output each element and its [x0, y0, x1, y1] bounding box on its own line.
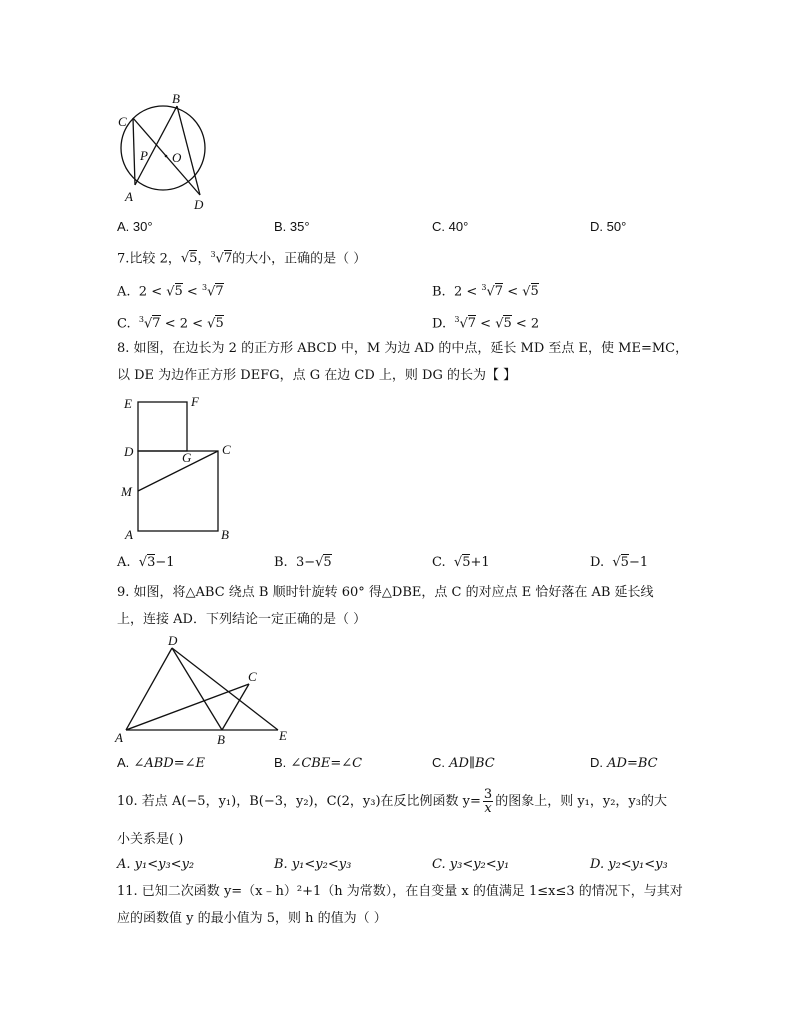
q10-fraction: $\frac{3}{x}$ — [483, 787, 493, 816]
q6-label-d: D — [194, 197, 204, 212]
q8-label-a: A — [125, 527, 133, 542]
q9-stem-line2: 上，连接 AD．下列结论一定正确的是（ ） — [117, 612, 367, 627]
q8-stem-line1: 8. 如图，在边长为 2 的正方形 ABCD 中，M 为边 AD 的中点，延长 MD 至点 E，使 ME=MC， — [117, 341, 689, 356]
q10-stem-line2: 小关系是( ) — [117, 832, 184, 847]
q9-segment-ac — [126, 684, 249, 730]
q7-cbrt7: $^3$√7 — [210, 250, 233, 267]
q8-square-figure — [115, 392, 245, 544]
q9-label-a: A — [115, 730, 123, 745]
q7-sqrt5: √5 — [180, 251, 198, 267]
q9-label-d: D — [168, 633, 178, 648]
q8-option-b: B. 3−√5 — [274, 555, 332, 570]
q9-label-c: C — [248, 669, 257, 684]
q7-option-c: C. $^3$√7 < 2 < √5 — [117, 315, 224, 332]
q7-stem: 7.比较 2，√5，$^3$√7的大小，正确的是（ ） — [117, 246, 366, 268]
q6-chord-ab — [135, 106, 177, 185]
q10-stem-line1: 10. 若点 A(−5，y₁)，B(−3，y₂)，C(2，y₃)在反比例函数 y= $\frac{3}{x}$ 的图象上，则 y₁，y₂，y₃的大 — [117, 787, 667, 816]
q10-option-b: B. y₁<y₂<y₃ — [274, 857, 352, 872]
q10-option-a: A. y₁<y₃<y₂ — [117, 857, 195, 872]
q6-option-c: C. 40° — [432, 219, 469, 234]
q6-circle-figure — [110, 88, 230, 216]
q9-option-a: A. ∠ABD=∠E — [117, 755, 205, 771]
q8-option-c: C. √5+1 — [432, 555, 490, 570]
q8-label-f: F — [191, 394, 199, 409]
q8-segment-mc — [138, 451, 218, 491]
q6-label-o: O — [172, 150, 182, 165]
q9-segment-de — [172, 648, 278, 730]
q6-option-d: D. 50° — [590, 219, 627, 234]
q9-label-e: E — [279, 728, 287, 743]
q9-triangle-figure — [112, 632, 302, 748]
q7-option-b: B. 2 < $^3$√7 < √5 — [432, 283, 539, 300]
q6-option-a: A. 30° — [117, 219, 153, 234]
q9-option-c: C. AD∥BC — [432, 755, 495, 771]
q8-label-d: D — [124, 444, 134, 459]
q6-label-c: C — [118, 114, 127, 129]
q8-option-a: A. √3−1 — [117, 555, 175, 570]
q8-label-m: M — [121, 484, 132, 499]
q8-stem-line2: 以 DE 为边作正方形 DEFG，点 G 在边 CD 上，则 DG 的长为【 】 — [117, 368, 517, 383]
q6-label-p: P — [140, 148, 148, 163]
q8-square-abcd — [138, 451, 218, 531]
q10-option-c: C. y₃<y₂<y₁ — [432, 857, 510, 872]
q7-option-d: D. $^3$√7 < √5 < 2 — [432, 315, 540, 332]
q6-chord-ac — [133, 118, 135, 185]
q8-square-defg — [138, 402, 187, 451]
q11-stem-line2: 应的函数值 y 的最小值为 5，则 h 的值为（ ） — [117, 911, 387, 926]
q9-option-d: D. AD=BC — [590, 755, 658, 771]
q9-segment-ad — [126, 648, 172, 730]
q6-center-dot — [165, 155, 168, 158]
q8-label-e: E — [124, 396, 132, 411]
q8-option-d: D. √5−1 — [590, 555, 649, 570]
q6-label-b: B — [172, 91, 180, 106]
q8-label-g: G — [182, 450, 192, 465]
q9-stem-line1: 9. 如图，将△ABC 绕点 B 顺时针旋转 60° 得△DBE，点 C 的对应点 E 恰好落在 AB 延长线 — [117, 585, 654, 600]
q9-segment-bc — [222, 684, 249, 730]
q8-label-b: B — [221, 527, 229, 542]
q11-stem-line1: 11. 已知二次函数 y=（x﹣h）²+1（h 为常数），在自变量 x 的值满足 1≤x≤3 的情况下，与其对 — [117, 884, 683, 899]
q10-option-d: D. y₂<y₁<y₃ — [590, 857, 668, 872]
q7-option-a: A. 2 < √5 < $^3$√7 — [117, 283, 224, 300]
q9-segment-db — [172, 648, 222, 730]
q9-option-b: B. ∠CBE=∠C — [274, 755, 363, 771]
q6-option-b: B. 35° — [274, 219, 310, 234]
q8-label-c: C — [222, 442, 231, 457]
q6-label-a: A — [125, 189, 133, 204]
q9-label-b: B — [217, 732, 225, 747]
